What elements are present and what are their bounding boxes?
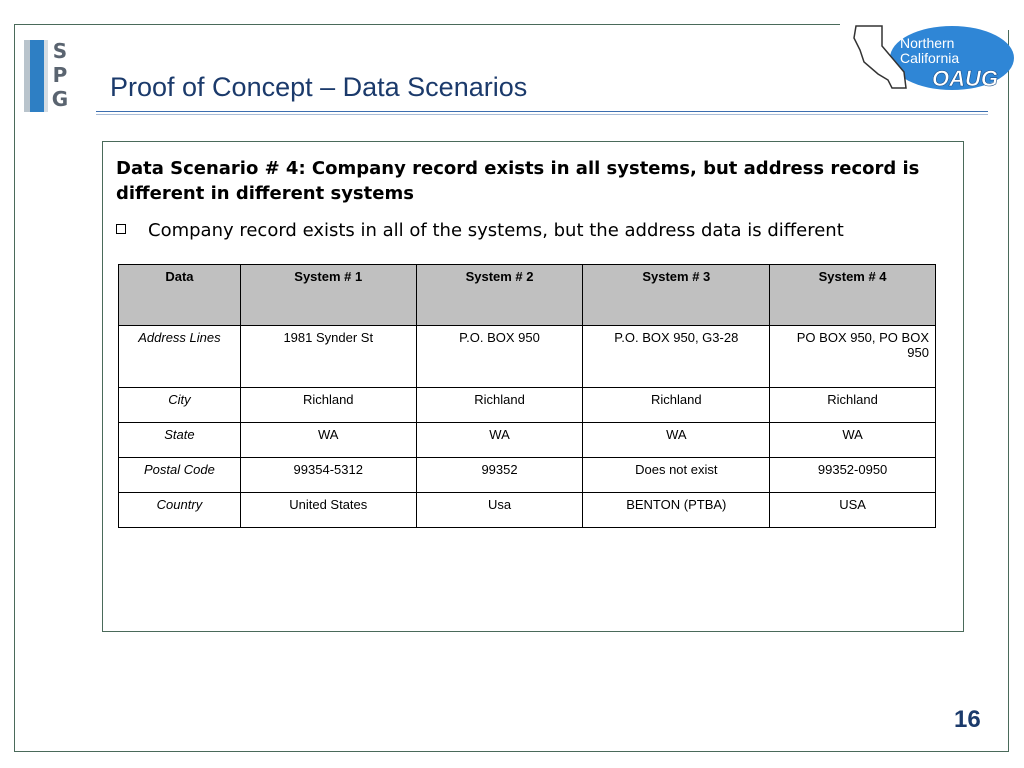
title-divider [96,111,988,112]
table-row [119,493,936,528]
bullet-item [116,220,844,241]
table-cell: Richland [583,388,770,423]
scenario-heading-line1: Data Scenario # 4: Company record exists in all systems, but address record is [116,158,920,179]
table-cell: Usa [416,493,583,528]
table-cell: Richland [416,388,583,423]
table-header-cell: System # 4 [770,265,936,326]
table-header-cell: System # 1 [240,265,416,326]
table-cell: 1981 Synder St [240,326,416,388]
table-header-cell: Data [119,265,241,326]
table-header-cell: System # 2 [416,265,583,326]
title-divider-shadow [96,114,988,115]
table-cell: United States [240,493,416,528]
checkbox-bullet-icon [116,224,126,234]
table-cell: BENTON (PTBA) [583,493,770,528]
spg-letter-p: P [52,63,68,87]
table-row [119,388,936,423]
scenario-heading-line2: different in different systems [116,183,414,204]
row-label: Address Lines [119,326,241,388]
page-title: Proof of Concept – Data Scenarios [110,72,528,102]
table-cell: Does not exist [583,458,770,493]
table-cell: USA [770,493,936,528]
page-number: 16 [954,706,981,733]
scenario-heading [116,156,946,206]
table-cell: P.O. BOX 950 [416,326,583,388]
table-header-cell: System # 3 [583,265,770,326]
row-label: Country [119,493,241,528]
oaug-line2: California [900,50,960,66]
table-cell: WA [583,423,770,458]
table-cell: 99352-0950 [770,458,936,493]
table-cell: WA [240,423,416,458]
table-cell: 99354-5312 [240,458,416,493]
oaug-logo [848,22,1016,94]
row-label: Postal Code [119,458,241,493]
table-cell: WA [770,423,936,458]
table-cell: P.O. BOX 950, G3-28 [583,326,770,388]
oaug-line3: OAUG [932,66,998,91]
row-label: State [119,423,241,458]
spg-logo [20,38,72,114]
row-label: City [119,388,241,423]
table-cell: 99352 [416,458,583,493]
table-cell: Richland [240,388,416,423]
table-header-row [119,265,936,326]
oaug-line1: Northern [900,35,955,51]
table-row [119,423,936,458]
table-cell: PO BOX 950, PO BOX 950 [770,326,936,388]
table-row [119,326,936,388]
data-scenario-table [118,264,936,528]
table-row [119,458,936,493]
bullet-text: Company record exists in all of the systems, but the address data is different [148,220,844,241]
spg-letter-g: G [51,87,69,111]
spg-letter-s: S [52,39,68,63]
table-cell: Richland [770,388,936,423]
table-cell: WA [416,423,583,458]
